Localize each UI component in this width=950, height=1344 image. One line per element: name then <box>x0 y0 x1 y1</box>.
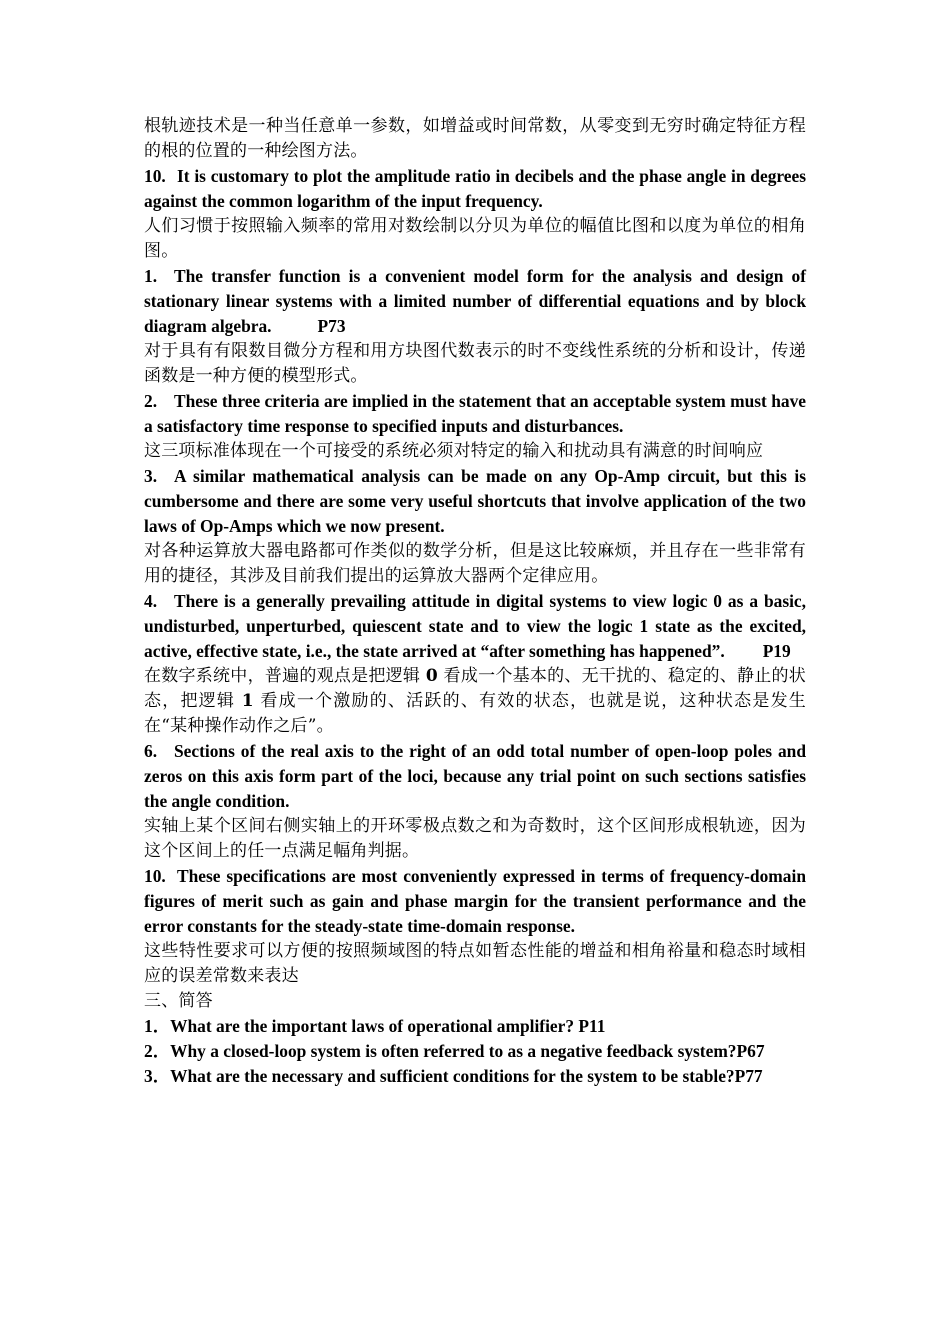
sentence-text: It is customary to plot the amplitude ratio in decibels and the phase angle in degrees against the common logarithm of the input frequency. <box>144 166 806 211</box>
sentence-text: These specifications are most conveniently expressed in terms of frequency-domain figures of merit such as gain and phase margin for the transient performance and the error constants for the steady-state time-domain response. <box>144 866 806 936</box>
sentence-number: 10. <box>144 166 166 186</box>
sentence-number: 2. <box>144 391 158 411</box>
translation-4-digital-logic <box>144 664 806 739</box>
sentence-text: Sections of the real axis to the right of an odd total number of open-loop poles and zeros on this axis form part of the loci, because any trial point on such sections satisfies the angle condition. <box>144 741 806 811</box>
translation-10-specifications: 这些特性要求可以方便的按照频域图的特点如暂态性能的增益和相角裕量和稳态时域相应的误差常数来表达 <box>144 941 806 986</box>
question-text: What are the necessary and sufficient conditions for the system to be stable?P77 <box>170 1066 763 1086</box>
sentence-number: 1. <box>144 266 158 286</box>
sentence-10-specifications <box>144 864 806 939</box>
page-reference: P19 <box>762 641 791 661</box>
translation-10-bode: 人们习惯于按照输入频率的常用对数绘制以分贝为单位的幅值比图和以度为单位的相角图。 <box>144 216 806 261</box>
translation-text: 看成一个基本的、无干扰的、稳定的、静止的状态，把逻辑 <box>144 666 806 711</box>
sentence-text: These three criteria are implied in the statement that an acceptable system must have a satisfactory time response to specified inputs and disturbances. <box>144 391 806 436</box>
sentence-4-digital-logic <box>144 589 806 664</box>
translation-root-locus: 根轨迹技术是一种当任意单一参数，如增益或时间常数，从零变到无穷时确定特征方程的根的位置的一种绘图方法。 <box>144 116 806 161</box>
sentence-1-transfer-function <box>144 264 806 339</box>
question-1 <box>144 1014 806 1039</box>
sentence-3-op-amp <box>144 464 806 539</box>
sentence-text: A similar mathematical analysis can be made on any Op-Amp circuit, but this is cumbersome and there are some very useful shortcuts that involve application of the two laws of Op-Amps which we now present. <box>144 466 806 536</box>
question-number: 3． <box>144 1066 171 1086</box>
question-number: 2． <box>144 1041 171 1061</box>
question-3 <box>144 1064 806 1089</box>
sentence-number: 6. <box>144 741 158 761</box>
sentence-text: There is a generally prevailing attitude in digital systems to view logic 0 as a basic, undisturbed, unperturbed, quiescent state and to view the logic 1 state as the excited, active, effective state, i.e., the state arrived at “after something has happened”. <box>144 591 806 661</box>
logic-zero: 0 <box>425 666 438 686</box>
translation-6-real-axis: 实轴上某个区间右侧实轴上的开环零极点数之和为奇数时，这个区间形成根轨迹，因为这个区间上的任一点满足幅角判据。 <box>144 816 806 861</box>
sentence-text: The transfer function is a convenient model form for the analysis and design of stationary linear systems with a limited number of differential equations and by block diagram algebra. <box>144 266 806 336</box>
sentence-10-bode <box>144 164 806 214</box>
translation-text: 看成一个激励的、活跃的、有效的状态，也就是说，这种状态是发生在“某种操作动作之后”。 <box>144 691 806 736</box>
question-text: What are the important laws of operational amplifier? P11 <box>170 1016 606 1036</box>
page-reference: P73 <box>317 316 346 336</box>
question-number: 1． <box>144 1016 171 1036</box>
translation-3-op-amp: 对各种运算放大器电路都可作类似的数学分析，但是这比较麻烦，并且存在一些非常有用的捷径，其涉及目前我们提出的运算放大器两个定律应用。 <box>144 541 806 586</box>
question-text: Why a closed-loop system is often referred to as a negative feedback system?P67 <box>170 1041 765 1061</box>
section-heading: 三、简答 <box>144 991 213 1011</box>
translation-1-transfer-function: 对于具有有限数目微分方程和用方块图代数表示的时不变线性系统的分析和设计，传递函数是一种方便的模型形式。 <box>144 341 806 386</box>
question-2 <box>144 1039 806 1064</box>
sentence-2-criteria <box>144 389 806 439</box>
sentence-number: 3. <box>144 466 158 486</box>
sentence-6-real-axis <box>144 739 806 814</box>
sentence-number: 10. <box>144 866 166 886</box>
translation-text: 在数字系统中，普遍的观点是把逻辑 <box>144 666 426 686</box>
translation-2-criteria: 这三项标准体现在一个可接受的系统必须对特定的输入和扰动具有满意的时间响应 <box>144 441 764 461</box>
sentence-number: 4. <box>144 591 158 611</box>
document-page <box>144 114 806 1089</box>
logic-one: 1 <box>241 691 254 711</box>
